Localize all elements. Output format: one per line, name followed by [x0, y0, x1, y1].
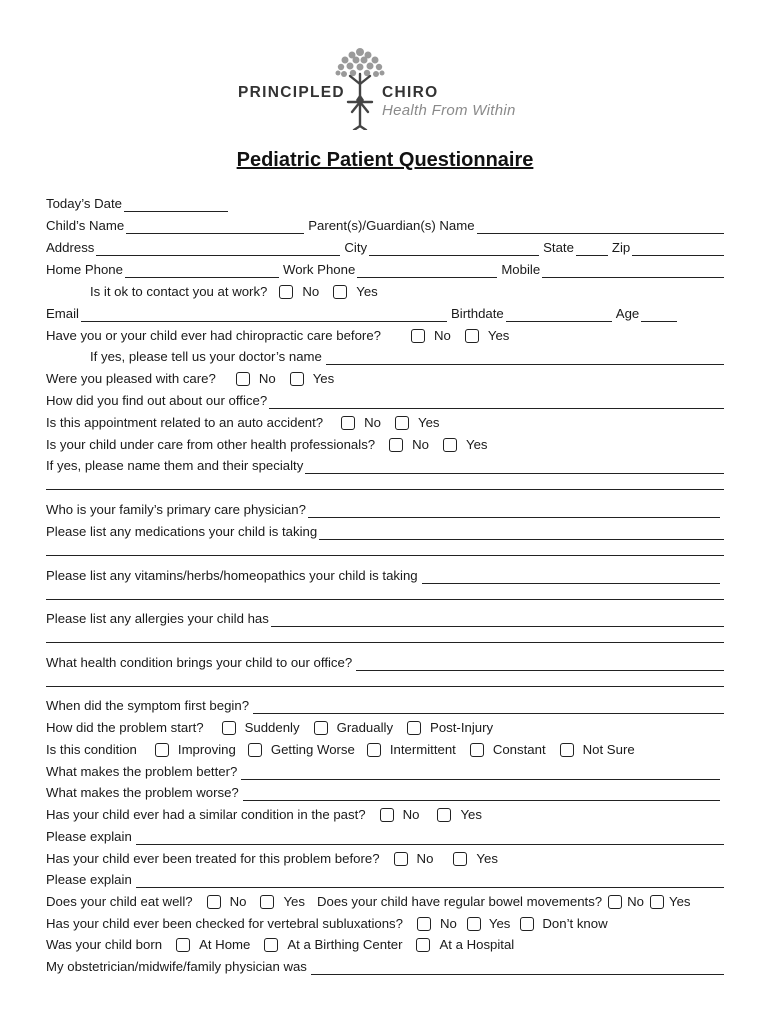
worse-field[interactable] — [243, 787, 720, 801]
vitamins-label: Please list any vitamins/herbs/homeopathics your child is taking — [46, 568, 418, 583]
auto-accident-label: Is this appointment related to an auto accident? — [46, 415, 324, 430]
option-label: Not Sure — [582, 742, 635, 757]
hospital-checkbox[interactable] — [416, 938, 430, 952]
birthing-center-checkbox[interactable] — [264, 938, 278, 952]
constant-checkbox[interactable] — [470, 743, 484, 757]
option-label: No — [258, 371, 276, 386]
birthdate-label: Birthdate — [450, 306, 504, 321]
name-specialty-label: If yes, please name them and their specialty — [46, 458, 304, 473]
primary-physician-label: Who is your family’s primary care physician? — [46, 502, 306, 517]
vitamins-extra-line[interactable] — [46, 598, 724, 600]
problem-start-label: How did the problem start? — [46, 720, 204, 735]
row-subluxations — [46, 912, 724, 932]
subluxations-dont-know-checkbox[interactable] — [520, 917, 534, 931]
row-auto-accident — [46, 411, 724, 431]
allergies-label: Please list any allergies your child has — [46, 611, 269, 626]
row-please-explain-1 — [46, 825, 724, 845]
option-label: No — [412, 437, 429, 452]
row-vitamins — [46, 564, 724, 584]
subluxations-label: Has your child ever been checked for vertebral subluxations? — [46, 916, 403, 931]
row-other-professionals — [46, 433, 724, 453]
row-medications — [46, 520, 724, 540]
home-phone-field[interactable] — [125, 264, 279, 278]
option-label: Post-Injury — [430, 720, 494, 735]
row-allergies — [46, 607, 724, 627]
bowel-label: Does your child have regular bowel movements? — [316, 894, 603, 909]
chiro-before-label: Have you or your child ever had chiropractic care before? — [46, 328, 381, 343]
option-label: Yes — [487, 328, 510, 343]
state-field[interactable] — [576, 242, 608, 256]
childs-name-label: Child’s Name — [46, 218, 125, 233]
option-label: No — [440, 916, 457, 931]
eat-well-yes-checkbox[interactable] — [260, 895, 274, 909]
name-specialty-extra-line[interactable] — [46, 488, 724, 490]
treated-before-label: Has your child ever been treated for this problem before? — [46, 851, 380, 866]
at-home-checkbox[interactable] — [176, 938, 190, 952]
row-email — [46, 302, 724, 322]
symptom-begin-field[interactable] — [253, 700, 724, 714]
birthdate-field[interactable] — [506, 308, 612, 322]
option-label: Yes — [460, 807, 482, 822]
other-professionals-label: Is your child under care from other health professionals? — [46, 437, 376, 452]
option-label: Constant — [492, 742, 546, 757]
better-label: What makes the problem better? — [46, 764, 238, 779]
row-chiro-before — [46, 324, 724, 344]
guardian-field[interactable] — [477, 220, 724, 234]
medications-label: Please list any medications your child is taking — [46, 524, 318, 539]
option-label: Intermittent — [389, 742, 456, 757]
vitamins-field[interactable] — [422, 570, 720, 584]
option-label: Yes — [417, 415, 440, 430]
symptom-begin-label: When did the symptom first begin? — [46, 698, 250, 713]
page-title: Pediatric Patient Questionnaire — [236, 149, 534, 171]
health-condition-extra-line[interactable] — [46, 685, 724, 687]
contact-work-yes-checkbox[interactable] — [333, 285, 347, 299]
please-explain-field[interactable] — [136, 874, 724, 888]
pleased-yes-checkbox[interactable] — [290, 372, 304, 386]
work-phone-label: Work Phone — [282, 262, 356, 277]
row-worse — [46, 781, 724, 801]
row-phones — [46, 258, 724, 278]
name-specialty-field[interactable] — [305, 460, 724, 474]
brand-tagline: Health From Within — [382, 102, 516, 119]
bowel-yes-checkbox[interactable] — [650, 895, 664, 909]
please-explain-field[interactable] — [136, 831, 724, 845]
is-condition-label: Is this condition — [46, 742, 137, 757]
row-born — [46, 933, 724, 953]
medications-extra-line[interactable] — [46, 554, 724, 556]
medications-field[interactable] — [319, 526, 724, 540]
intermittent-checkbox[interactable] — [367, 743, 381, 757]
allergies-extra-line[interactable] — [46, 641, 724, 643]
row-better — [46, 760, 724, 780]
option-label: Improving — [177, 742, 236, 757]
row-eat-bowel — [46, 890, 724, 910]
childs-name-field[interactable] — [126, 220, 304, 234]
option-label: Yes — [356, 284, 378, 299]
option-label: At Home — [199, 937, 251, 952]
work-phone-field[interactable] — [357, 264, 497, 278]
row-symptom-begin — [46, 694, 724, 714]
doctors-name-label: If yes, please tell us your doctor’s name — [90, 349, 322, 364]
getting-worse-checkbox[interactable] — [248, 743, 262, 757]
option-label: No — [402, 807, 420, 822]
brand-chiro: CHIRO — [382, 84, 439, 101]
contact-work-no-checkbox[interactable] — [279, 285, 293, 299]
row-health-condition — [46, 651, 724, 671]
row-address — [46, 236, 724, 256]
email-field[interactable] — [81, 308, 447, 322]
row-is-condition — [46, 738, 724, 758]
practice-logo — [238, 44, 538, 134]
subluxations-no-checkbox[interactable] — [417, 917, 431, 931]
address-label: Address — [46, 240, 95, 255]
pleased-no-checkbox[interactable] — [236, 372, 250, 386]
age-label: Age — [615, 306, 640, 321]
chiro-before-yes-checkbox[interactable] — [465, 329, 479, 343]
row-doctors-name — [90, 345, 724, 365]
health-condition-label: What health condition brings your child to our office? — [46, 655, 353, 670]
row-obstetrician — [46, 955, 724, 975]
similar-condition-no-checkbox[interactable] — [380, 808, 394, 822]
row-todays-date — [46, 192, 724, 212]
row-pleased — [46, 367, 724, 387]
row-contact-work — [90, 280, 724, 300]
health-condition-field[interactable] — [356, 657, 724, 671]
other-professionals-yes-checkbox[interactable] — [443, 438, 457, 452]
option-label: Yes — [283, 894, 305, 909]
similar-condition-yes-checkbox[interactable] — [437, 808, 451, 822]
find-office-field[interactable] — [269, 395, 724, 409]
option-label: Gradually — [336, 720, 394, 735]
option-label: No — [434, 328, 451, 343]
eat-well-label: Does your child eat well? — [46, 894, 193, 909]
option-label: No — [302, 284, 320, 299]
age-field[interactable] — [641, 308, 677, 322]
please-explain-label: Please explain — [46, 872, 132, 887]
option-label: No — [364, 415, 381, 430]
email-label: Email — [46, 306, 79, 321]
option-label: Yes — [488, 916, 511, 931]
zip-field[interactable] — [632, 242, 724, 256]
row-treated-before — [46, 847, 724, 867]
contact-work-label: Is it ok to contact you at work? — [90, 284, 268, 299]
option-label: Yes — [466, 437, 488, 452]
other-professionals-no-checkbox[interactable] — [389, 438, 403, 452]
pleased-label: Were you pleased with care? — [46, 371, 216, 386]
option-label: No — [627, 894, 644, 909]
obstetrician-label: My obstetrician/midwife/family physician was — [46, 959, 307, 974]
allergies-field[interactable] — [271, 613, 724, 627]
option-label: No — [229, 894, 247, 909]
todays-date-label: Today’s Date — [46, 196, 122, 211]
eat-well-no-checkbox[interactable] — [207, 895, 221, 909]
row-problem-start — [46, 716, 724, 736]
born-label: Was your child born — [46, 937, 163, 952]
row-name-specialty — [46, 454, 724, 474]
state-label: State — [543, 240, 574, 255]
row-names — [46, 214, 724, 234]
find-office-label: How did you find out about our office? — [46, 393, 268, 408]
city-field[interactable] — [369, 242, 539, 256]
row-find-office — [46, 389, 724, 409]
doctors-name-field[interactable] — [326, 351, 724, 365]
option-label: Yes — [312, 371, 335, 386]
guardian-label: Parent(s)/Guardian(s) Name — [308, 218, 475, 233]
address-field[interactable] — [96, 242, 340, 256]
todays-date-field[interactable] — [124, 198, 228, 212]
auto-accident-yes-checkbox[interactable] — [395, 416, 409, 430]
auto-accident-no-checkbox[interactable] — [341, 416, 355, 430]
better-field[interactable] — [241, 766, 720, 780]
not-sure-checkbox[interactable] — [560, 743, 574, 757]
mobile-field[interactable] — [542, 264, 724, 278]
suddenly-checkbox[interactable] — [222, 721, 236, 735]
option-label: Yes — [476, 851, 498, 866]
row-please-explain-2 — [46, 868, 724, 888]
mobile-label: Mobile — [501, 262, 541, 277]
treated-before-yes-checkbox[interactable] — [453, 852, 467, 866]
option-label: At a Birthing Center — [287, 937, 403, 952]
option-label: No — [416, 851, 434, 866]
bowel-no-checkbox[interactable] — [608, 895, 622, 909]
similar-condition-label: Has your child ever had a similar condition in the past? — [46, 807, 366, 822]
chiro-before-no-checkbox[interactable] — [411, 329, 425, 343]
option-label: At a Hospital — [439, 937, 515, 952]
zip-label: Zip — [611, 240, 631, 255]
worse-label: What makes the problem worse? — [46, 785, 239, 800]
row-primary-physician — [46, 498, 724, 518]
subluxations-yes-checkbox[interactable] — [467, 917, 481, 931]
improving-checkbox[interactable] — [155, 743, 169, 757]
please-explain-label: Please explain — [46, 829, 132, 844]
option-label: Yes — [669, 894, 691, 909]
gradually-checkbox[interactable] — [314, 721, 328, 735]
city-label: City — [344, 240, 368, 255]
post-injury-checkbox[interactable] — [407, 721, 421, 735]
brand-principled: PRINCIPLED — [238, 84, 345, 101]
obstetrician-field[interactable] — [311, 961, 724, 975]
option-label: Getting Worse — [270, 742, 355, 757]
primary-physician-field[interactable] — [308, 504, 720, 518]
home-phone-label: Home Phone — [46, 262, 123, 277]
treated-before-no-checkbox[interactable] — [394, 852, 408, 866]
option-label: Don’t know — [542, 916, 608, 931]
option-label: Suddenly — [244, 720, 300, 735]
row-similar-condition — [46, 803, 724, 823]
